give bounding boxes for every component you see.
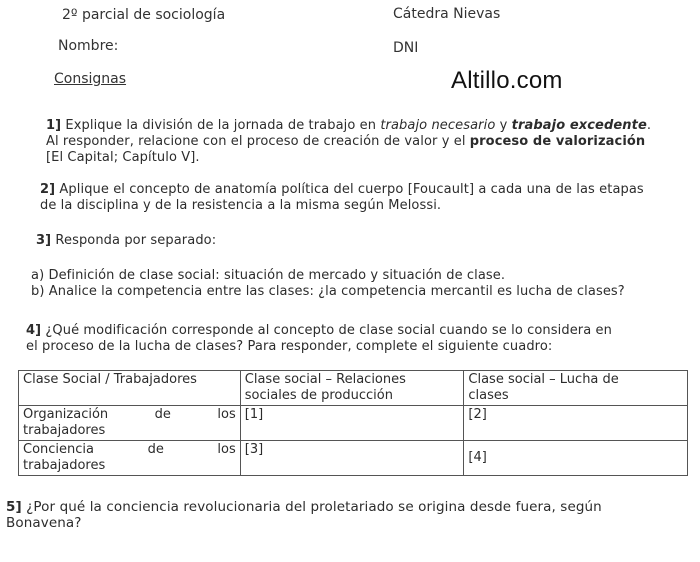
q3-text: Responda por separado: — [51, 233, 217, 248]
class-table — [18, 370, 688, 476]
dni-label: DNI — [393, 40, 419, 56]
row-2-word-a: Conciencia — [23, 442, 94, 457]
row-1-label — [19, 406, 241, 441]
table-header-class-workers — [19, 371, 241, 406]
cell-1[interactable] — [240, 406, 464, 441]
question-3-number: 3] — [36, 233, 52, 248]
q1-text-a: Explique la división de la jornada de trabajo en — [61, 118, 381, 133]
question-1-line-2 — [46, 134, 686, 150]
cell-3-text: [3] — [244, 442, 264, 457]
question-1 — [46, 118, 686, 166]
brand-watermark: Altillo.com — [451, 67, 563, 94]
q5-text-a: ¿Por qué la conciencia revolucionaria del proletariado se origina desde fuera, según — [21, 499, 602, 515]
header-2-text-a: Clase social – Relaciones — [244, 372, 406, 387]
row-1-word-c: los — [217, 407, 236, 422]
question-1-line-3: [El Capital; Capítulo V]. — [46, 150, 200, 165]
question-2 — [40, 182, 690, 214]
row-1-word-b: de — [154, 407, 171, 422]
question-2-line-1 — [40, 182, 690, 198]
row-2-word-b: de — [147, 442, 164, 457]
question-5-line-2: Bonavena? — [6, 515, 82, 531]
row-2-label-line-1 — [23, 442, 236, 458]
table-row — [19, 441, 688, 476]
q4-text-a: ¿Qué modificación corresponde al concepto de clase social cuando se lo considera en — [41, 323, 612, 338]
question-3a: a) Definición de clase social: situación de mercado y situación de clase. — [31, 268, 506, 283]
question-3-items — [31, 268, 691, 300]
question-5-line-1 — [6, 499, 694, 515]
table-header-row — [19, 371, 688, 406]
question-4-line-1 — [26, 323, 688, 339]
question-5 — [6, 499, 694, 531]
header-3-text-a: Clase social – Lucha de — [468, 372, 619, 387]
question-4 — [26, 323, 688, 355]
cell-2-text: [2] — [468, 407, 487, 422]
table-header-relations — [240, 371, 464, 406]
instructions-heading: Consignas — [54, 71, 127, 87]
question-4-line-2: el proceso de la lucha de clases? Para responder, complete el siguiente cuadro: — [26, 339, 553, 354]
row-2-label — [19, 441, 241, 476]
row-1-word-a: Organización — [23, 407, 109, 422]
name-label: Nombre: — [58, 38, 119, 54]
row-2-word-d: trabajadores — [23, 458, 106, 473]
cell-4-text: [4] — [468, 450, 487, 465]
q1-necessary-work: trabajo necesario — [380, 118, 496, 133]
header-2-text-b: sociales de producción — [244, 388, 393, 403]
question-3b: b) Analice la competencia entre las clases: ¿la competencia mercantil es lucha de clases? — [31, 284, 625, 299]
header-3-text-b: clases — [468, 388, 509, 403]
q1-text-c: . — [646, 118, 652, 133]
table-row — [19, 406, 688, 441]
cell-1-text: [1] — [244, 407, 264, 422]
question-1-line-1 — [46, 118, 686, 134]
cell-2[interactable] — [464, 406, 688, 441]
q1-text-d: Al responder, relacione con el proceso de creación de valor y el — [46, 134, 470, 149]
cell-4[interactable] — [464, 441, 688, 476]
chair-name: Cátedra Nievas — [393, 6, 501, 22]
q1-text-b: y — [495, 118, 512, 133]
q2-text-a: Aplique el concepto de anatomía política del cuerpo [Foucault] a cada una de las etapas — [55, 182, 644, 197]
row-2-word-c: los — [217, 442, 236, 457]
question-2-line-2: de la disciplina y de la resistencia a la misma según Melossi. — [40, 198, 442, 213]
row-1-label-line-1 — [23, 407, 236, 423]
header-1-text: Clase Social / Trabajadores — [23, 372, 197, 387]
cell-3[interactable] — [240, 441, 464, 476]
question-1-number: 1] — [46, 118, 62, 133]
row-1-word-d: trabajadores — [23, 423, 106, 438]
course-title: 2º parcial de sociología — [62, 7, 226, 23]
question-2-number: 2] — [40, 182, 56, 197]
question-3 — [36, 233, 216, 249]
q1-surplus-work: trabajo excedente — [511, 118, 647, 133]
q1-valorization: proceso de valorización — [469, 134, 646, 149]
table-header-struggle — [464, 371, 688, 406]
question-4-number: 4] — [26, 323, 42, 338]
question-5-number: 5] — [6, 499, 22, 515]
header-2-line-1 — [245, 372, 460, 388]
